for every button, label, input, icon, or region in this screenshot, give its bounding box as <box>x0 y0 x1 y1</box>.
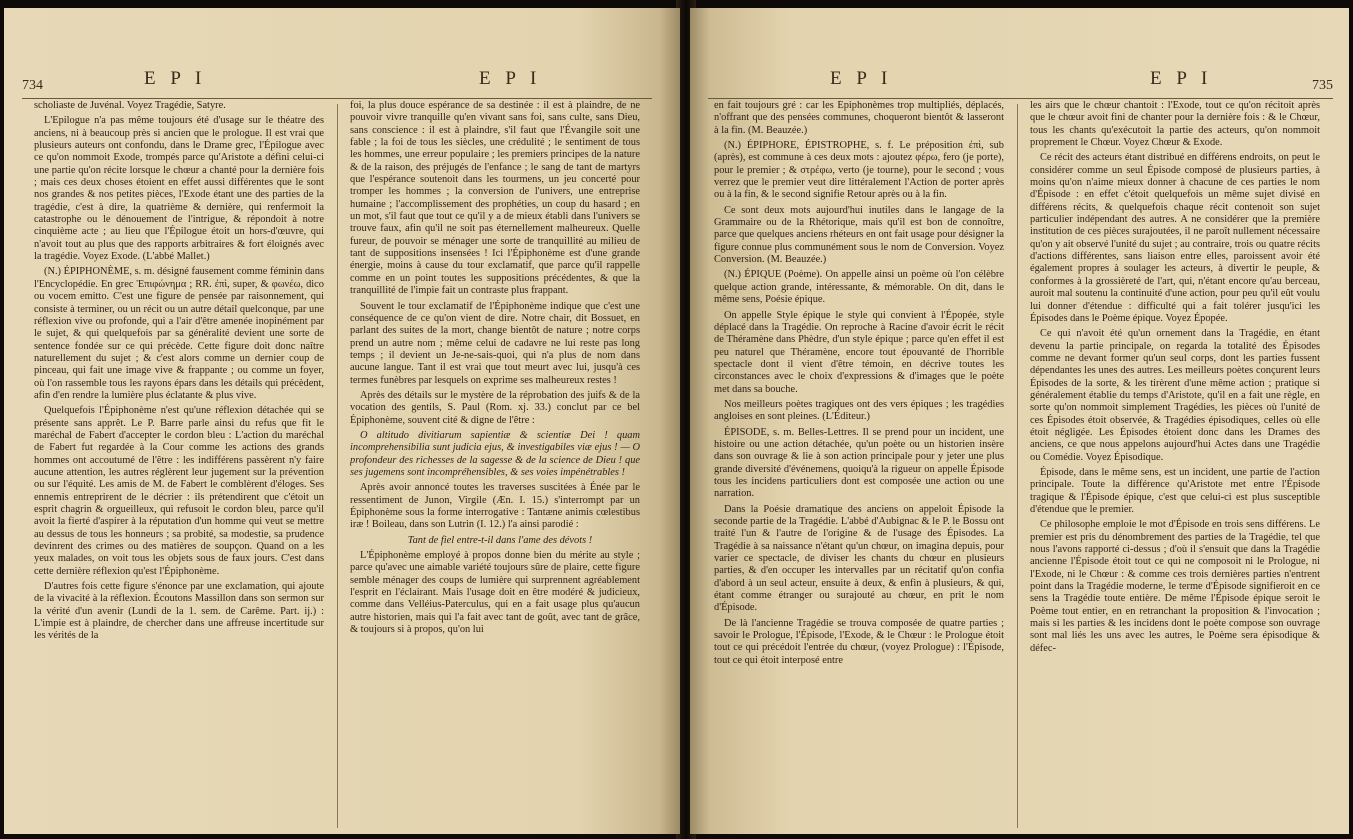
paragraph: Ce qui n'avoit été qu'un ornement dans la Tragédie, en étant devenu la partie principale, on regarda la totalité des Épisodes comme ne devant former qu'un seul corps, dont les parties fussent dépendantes les unes des autres. Les meilleurs poètes conçurent leurs Épisodes de la sorte, & les tirèrent d'une même action ; pratique si généralement établie du temps d'Aristote, qu'il en a fait une règle, en sorte qu'on nommoit simplement Tragédies, les pièces où l'unité de ces Épisodes étoit observée, & Tragédies épisodiques, celles où elle étoit négligée. Les Épisodes étoient donc dans les Drames des anciens, ce que nous appelons aujourd'hui Actes dans une Tragédie ou Comédie. Voyez Épisodique. <box>1030 328 1320 463</box>
left-page <box>4 8 680 834</box>
right-page <box>690 8 1349 834</box>
paragraph: Épisode, dans le même sens, est un incident, une partie de l'action principale. Toute la différence qu'Aristote met entre l'Épisode tragique & l'Épisode épique, c'est que celui-ci est plus susceptible d'étendue que le premier. <box>1030 466 1320 515</box>
paragraph: Ce récit des acteurs étant distribué en différens endroits, on peut le considérer comme un seul Épisode composé de plusieurs parties, à moins qu'on n'aime mieux donner à chacune de ces parties le nom d'Épisode : en effet c'étoit quelquefois un même sujet divisé en différens récits, & quelquefois chaque récit contenoit son sujet particulier indépendant des autres. A ne considérer que la première institution de ces pièces surajoutées, il ne paroît nullement nécessaire qu'on y ait observé l'unité du sujet ; au contraire, trois ou quatre récits d'actions différentes, sans liaison entre elles, paroissent avoir été également propres à soulager les acteurs, à divertir le peuple, & conformes à la grossièreté de l'art, qui, n'étant encore qu'au berceau, auroit mal soutenu la continuité d'une action, pour peu qu'il eût voulu lui donner d'étendue : difficulté qui a fait tolérer jusqu'ici les Épisodes dans le Poème épique. Voyez Épopée. <box>1030 152 1320 324</box>
paragraph: L'Epilogue n'a pas même toujours été d'usage sur le théatre des anciens, ni à beaucoup près si ancien que le prologue. Il est vrai que plusieurs auteurs ont confondu, dans le Drame grec, l'Épilogue avec ce qu'on nommoit Exode, trompés parce qu'Aristote a défini celui-ci une partie qu'on récite lorsque le chœur a chanté pour la dernière fois ; mais ces deux choses étoient en effet aussi différentes que le sont nos grandes & nos petites pièces, l'Exode étant une des parties de la tragédie, c'est à dire, la quatrième & dernière, qui renfermoit la catastrophe ou le dénouement de l'intrigue, & répondoit à notre cinquième acte ; au lieu que l'Épilogue étoit un hors-d'œuvre, qui n'avoit tout au plus que des rapports arbitraires & fort éloignés avec la tragédie. Voyez Exode. (L'abbé Mallet.) <box>34 115 324 263</box>
paragraph: Ce sont deux mots aujourd'hui inutiles dans le langage de la Grammaire ou de la Rhétorique, mais qu'il est bon de connoître, parce que quelques anciens rhéteurs en ont fait usage pour désigner la figure connue plus communément sous le nom de Conversion. Voyez Conversion. (M. Beauzée.) <box>714 204 1004 266</box>
paragraph: L'Épiphonème employé à propos donne bien du mérite au style ; parce qu'avec une aimable variété toujours sûre de plaire, cette figure semble ménager des coups de lumière qui surprennent agréablement l'esprit en l'éclairant. Mais l'usage doit en être modéré & judicieux, comme dans Velléius-Paterculus, qui en a fait usage plus qu'aucun autre historien, mais qui l'a fait avec tant de goût, avec tant de grâce, & toujours si à propos, qu'on lui <box>350 550 640 636</box>
left-page-number: 734 <box>22 78 43 93</box>
paragraph: foi, la plus douce espérance de sa destinée : il est à plaindre, de ne pouvoir vivre tranquille qu'en vivant sans foi, sans culte, sans Dieu, sans conscience : il est à plaindre, s'il faut que l'Évangile soit une fable ; la foi de tous les siècles, une crédulité ; le sentiment de tous les hommes, une erreur populaire ; les premiers principes de la nature & de la raison, des préjugés de l'enfance ; le sang de tant de martyrs que l'espérance soutenoit dans les tourmens, un jeu concerté pour tromper les hommes ; la conversion de l'univers, une entreprise humaine ; l'accomplissement des prophéties, un coup du hasard ; en un mot, s'il faut que tout ce qu'il y a de mieux établi dans l'univers se trouve faux, afin qu'il ne soit pas éternellement malheureux. Quelle fureur, de pouvoir se ménager une sorte de tranquillité au milieu de tant de suppositions insensées ! Ici l'Épiphonème est d'une grande énergie, moins à cause du tour exclamatif, que parce qu'il rappelle comme en un point toutes les suppositions précédentes, & que la tranquillité de l'impie fait un contraste plus frappant. <box>350 100 640 297</box>
paragraph: Après avoir annoncé toutes les traverses suscitées à Énée par le ressentiment de Junon, Virgile (Æn. I. 15.) s'interrompt par un Épiphonème sous la forme interrogative : Tantæne animis cœlestibus iræ ! Boileau, dans son Lutrin (I. 12.) l'a ainsi parodié : <box>350 482 640 531</box>
paragraph: en fait toujours gré : car les Épiphonèmes trop multipliés, déplacés, n'offrant que des pensées communes, choqueront bientôt & lasseront à la fin. (M. Beauzée.) <box>714 100 1004 136</box>
right-column-separator <box>1017 104 1018 828</box>
paragraph: ÉPISODE, s. m. Belles-Lettres. Il se prend pour un incident, une histoire ou une action détachée, qu'un poète ou un historien insère dans son ouvrage & lie à son action principale pour y jeter une plus grande diversité d'événemens, quoiqu'à la rigueur on appelle Épisode tous les incidens particuliers dont est composée une action ou une narration. <box>714 426 1004 500</box>
paragraph: Nos meilleurs poètes tragiques ont des vers épiques ; les tragédies angloises en sont pleines. (L'Éditeur.) <box>714 398 1004 423</box>
left-column-1 <box>34 100 324 828</box>
paragraph: (N.) ÉPIQUE (Poème). On appelle ainsi un poème où l'on célèbre quelque action grande, intéressante, & mémorable. On dit, dans le même sens, Poésie épique. <box>714 269 1004 306</box>
left-head-rule <box>22 98 652 99</box>
paragraph: scholiaste de Juvénal. Voyez Tragédie, Satyre. <box>34 100 226 111</box>
right-column-1 <box>714 100 1004 828</box>
right-page-number: 735 <box>1312 78 1333 93</box>
right-head-rule <box>708 98 1333 99</box>
paragraph: De là l'ancienne Tragédie se trouva composée de quatre parties ; savoir le Prologue, l'Épisode, l'Exode, & le Chœur : le Prologue étoit tout ce qui précédoit l'entrée du chœur, (voyez Prologue) : l'Épisode, tout ce qui étoit interposé entre <box>714 617 1004 666</box>
paragraph: On appelle Style épique le style qui convient à l'Épopée, style déplacé dans la Tragédie. On reproche à Racine d'avoir écrit le récit de Théramène dans Phèdre, d'un style épique ; parce qu'en effet il est peu naturel que Théramène, encore tout épouvanté de l'horrible spectacle dont il vient d'être témoin, en décrive toutes les circonstances avec le choix d'expressions & d'images que le poète met dans sa bouche. <box>714 309 1004 395</box>
paragraph: Ce philosophe emploie le mot d'Épisode en trois sens différens. Le premier est pris du dénombrement des parties de la Tragédie, tel que nous l'avons rapporté ci-dessus ; d'où il s'ensuit que dans la Tragédie ancienne l'Épisode étoit tout ce qui ne composoit ni le Prologue, ni l'Exode, ni le Chœur : & comme ces trois dernières parties n'entrent point dans la Tragédie moderne, le terme d'Épisode signifieroit en ce sens la Tragédie toute entière. De même l'Épisode épique seroit le Poème tout entier, en en retranchant la proposition & l'invocation ; mais si les parties & les incidens dont le poète compose son ouvrage sont mal liés les uns avec les autres, le Poème sera épisodique & défec- <box>1030 519 1320 654</box>
latin-quotation: O altitudo divitiarum sapientiæ & scientiæ Dei ! quam incomprehensibilia sunt judicia ejus, & investigabiles viæ ejus ! — O profondeur des richesses de la sagesse & de la science de Dieu ! que ses jugemens sont incompréhensibles, & ses voies impénétrables ! <box>350 429 640 478</box>
paragraph: Quelquefois l'Épiphonème n'est qu'une réflexion détachée qui se présente sans apprêt. Le P. Barre parle ainsi du refus que fit le maréchal de Fabert d'accepter le cordon bleu : L'action du maréchal de Fabert fut regardée à la Cour comme les actions des grands hommes ont accoutumé de l'être : les indifférens passèrent n'y faire aucune attention, les autres réglèrent leur jugement sur la prévention ou sur l'équité. Les amis de M. de Fabert le comblèrent d'éloges. Ses ennemis entreprirent de le décrier : ils prétendirent que c'étoit un esprit chagrin & orgueilleux, qui refusoit le cordon bleu, parce qu'il avoit la fierté d'aspirer à la réputation d'un homme qui veut se mettre au dessus de tous les honneurs ; sa probité, sa modestie, sa prudence devinrent des crimes ou des matières de soupçon. Quand on a les yeux malades, on voit tous les objets sous de faux jours. C'est dans cette dernière réflexion qu'est l'Épiphonème. <box>34 405 324 577</box>
verse-quotation: Tant de fiel entre-t-il dans l'ame des dévots ! <box>407 534 593 546</box>
paragraph: (N.) ÉPIPHONÈME, s. m. désigné fausement comme féminin dans l'Encyclopédie. En grec Ἐπιφώνημα ; RR. ἐπὶ, super, & φωνέω, dico ou vocem emitto. C'est une figure de pensée par raisonnement, qui consiste à terminer, ou un récit ou un autre détail quelconque, par une réflexion vive ou profonde, qui a l'air d'être amenée inopinément par le sujet, & qui quelquefois par sa généralité devient une sorte de sentence fondée sur ce qui précède. Cette figure doit donc naître naturellement du sujet ; & c'est alors comme un dernier coup de pinceau, qui fait une image vive & frappante ; ou comme un foyer, où l'on rassemble tous les rayons épars dans les détails qui précèdent, afin d'en rendre la lumière plus éclatante & plus vive. <box>34 266 324 401</box>
paragraph: Souvent le tour exclamatif de l'Épiphonème indique que c'est une conséquence de ce qu'on vient de dire. Notre chair, dit Bossuet, en parlant des suites de la mort, change bientôt de nature ; notre corps prend un autre nom ; même celui de cadavre ne lui reste pas long temps ; il devient un Je-ne-sais-quoi, qui n'a plus de nom dans aucune langue. Tant il est vrai que tout meurt avec lui, jusqu'à ces termes funèbres par lesquels on exprime ses malheureux restes ! <box>350 300 640 386</box>
left-column-separator <box>337 104 338 828</box>
right-running-head-a: E P I <box>830 68 893 89</box>
left-running-head-a: E P I <box>144 68 207 89</box>
paragraph: Dans la Poésie dramatique des anciens on appeloit Épisode la seconde partie de la Tragédie. L'abbé d'Aubignac & le P. le Bossu ont traité l'un & l'autre de l'origine & de l'usage des Épisodes. La Tragédie à sa naissance n'étant qu'un chœur, on imagina depuis, pour varier ce spectacle, de diviser les chants du chœur en plusieurs parties, & d'en occuper les intervalles par un récitatif qu'on confia d'abord à un seul acteur, ensuite à deux, & enfin à plusieurs, & qui, étant comme étranger ou surajouté au chœur, en prit le nom d'Épisode. <box>714 503 1004 614</box>
paragraph: (N.) ÉPIPHORE, ÉPISTROPHE, s. f. Le préposition ἐπὶ, sub (après), est commune à ces deux mots : ajoutez φέρω, fero (je porte), pour le premier ; & στρέφω, verto (je tourne), pour le second ; vous verrez que le premier veut dire littéralement l'Action de porter après ou à la fin, & le second signifie Retour après ou à la fin. <box>714 140 1004 201</box>
paragraph: les airs que le chœur chantoit : l'Exode, tout ce qu'on récitoit après que le chœur avoit fini de chanter pour la dernière fois : & le Chœur, tous les chants qu'exécutoit la partie des acteurs, qu'on nommoit proprement le Chœur. Voyez Chœur & Exode. <box>1030 100 1320 149</box>
left-column-2 <box>350 100 640 828</box>
paragraph: D'autres fois cette figure s'énonce par une exclamation, qui ajoute de la vivacité à la réflexion. Écoutons Massillon dans son sermon sur la vérité d'un avenir (Lundi de la 1. sem. de Carême. Part. ij.) : L'impie est à plaindre, de chercher dans une affreuse incertitude sur les vérités de la <box>34 581 324 642</box>
paragraph: Après des détails sur le mystère de la réprobation des juifs & de la vocation des gentils, S. Paul (Rom. xj. 33.) conclut par ce bel Épiphonème, souvent cité & digne de l'être : <box>350 389 640 426</box>
left-running-head-b: E P I <box>479 68 542 89</box>
right-running-head-b: E P I <box>1150 68 1213 89</box>
right-column-2 <box>1030 100 1320 828</box>
